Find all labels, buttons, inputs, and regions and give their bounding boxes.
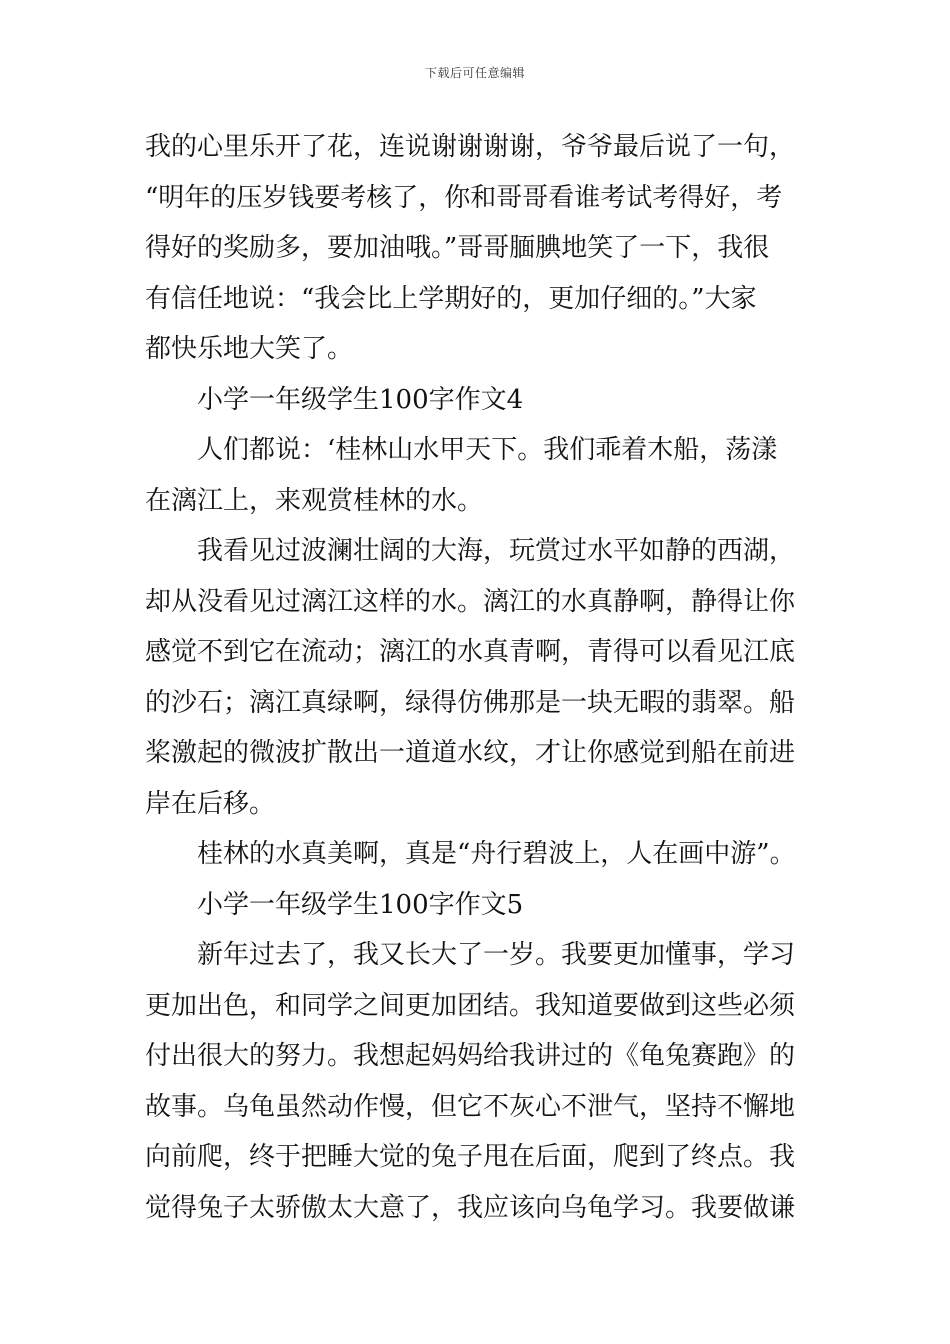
page-header-note: 下载后可任意编辑: [424, 66, 525, 80]
text-line: 岸在后移。: [145, 788, 276, 819]
text-line: 在漓江上，来观赏桂林的水。: [145, 485, 484, 516]
text-line: “明年的压岁钱要考核了，你和哥哥看谁考试考得好，考: [145, 182, 783, 213]
text-line: 都快乐地大笑了。: [145, 334, 354, 364]
text-line: 感觉不到它在流动；漓江的水真青啊，青得可以看见江底: [145, 637, 796, 667]
text-line: 人们都说：‘桂林山水甲天下。我们乖着木船，荡漾: [197, 435, 778, 465]
text-line: 我看见过波澜壮阔的大海，玩赏过水平如静的西湖，: [197, 536, 796, 566]
section-heading: 小学一年级学生100字作文5: [197, 889, 524, 920]
text-line: 向前爬，终于把睡大觉的兔子甩在后面，爬到了终点。我: [145, 1142, 796, 1172]
text-line: 得好的奖励多，要加油哦。”哥哥腼腆地笑了一下，我很: [145, 233, 770, 263]
text-line: 更加出色，和同学之间更加团结。我知道要做到这些必须: [145, 990, 796, 1021]
section-heading: 小学一年级学生100字作文4: [197, 384, 524, 415]
text-line: 桂林的水真美啊，真是“舟行碧波上，人在画中游”。: [197, 839, 796, 869]
document-body: [145, 122, 810, 1233]
text-line: 新年过去了，我又长大了一岁。我要更加懂事，学习: [197, 940, 796, 970]
text-line: 我的心里乐开了花，连说谢谢谢谢，爷爷最后说了一句，: [145, 132, 796, 162]
text-line: 桨激起的微波扩散出一道道水纹，才让你感觉到船在前进: [145, 738, 796, 768]
text-line: 故事。乌龟虽然动作慢，但它不灰心不泄气，坚持不懈地: [145, 1091, 796, 1122]
text-line: 却从没看见过漓江这样的水。漓江的水真静啊，静得让你: [145, 586, 796, 617]
text-line: 有信任地说：“我会比上学期好的，更加仔细的。”大家: [145, 283, 757, 314]
text-line: 的沙石；漓江真绿啊，绿得仿佛那是一块无暇的翡翠。船: [145, 687, 796, 718]
text-line: 付出很大的努力。我想起妈妈给我讲过的《龟兔赛跑》的: [145, 1041, 796, 1071]
text-line: 觉得兔子太骄傲太大意了，我应该向乌龟学习。我要做谦: [145, 1192, 796, 1223]
